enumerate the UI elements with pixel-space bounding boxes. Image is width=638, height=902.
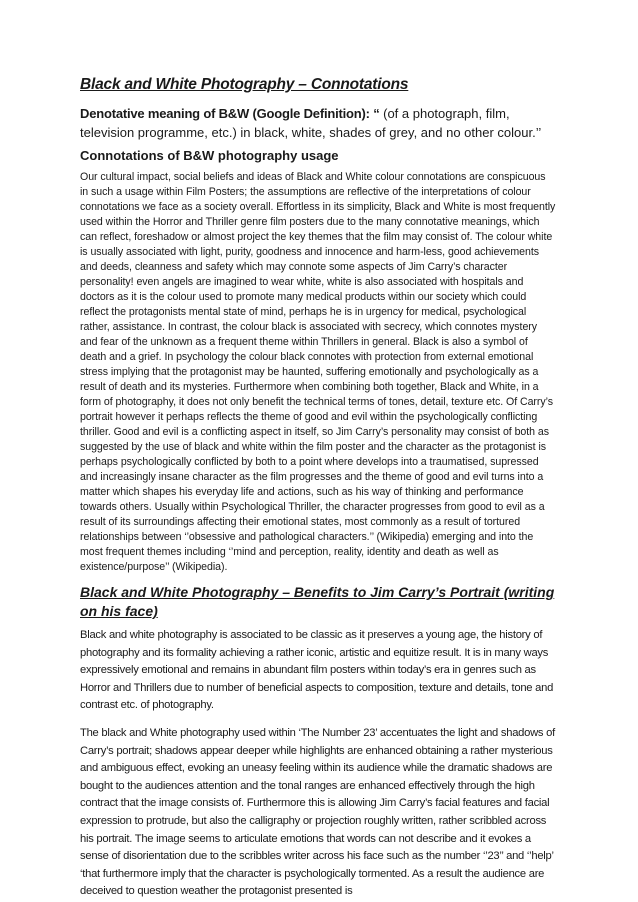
connotations-paragraph: Our cultural impact, social beliefs and ideas of Black and White colour connotations are conspicuous in such a usage within Film Posters; the assumptions are reflective of the interpretations of colour connotations we face as a society overall. Effortless in its simplicity, Black and White is most frequently used within the Horror and Thriller genre film posters due to the many connotative meanings, which can reflect, foreshadow or almost project the key themes that the film may consist of. The colour white is usually associated with light, purity, goodness and innocence and harm-less, good achievements and deeds, cleanness and safety which may connote some aspects of Jim Carry’s character personality! even angels are imagined to wear white, white is also associated with hospitals and doctors as it is the colour used to promote many medical products within our society which could reflect the protagonists mental state of mind, perhaps he is in urgency for medical, psychological rather, assistance. In contrast, the colour black is associated with secrecy, which connotes mystery and fear of the unknown as a frequent theme within Thrillers in general. Black is also a symbol of death and a grief. In psychology the colour black connotes with protection from external emotional stress implying that the protagonist may be haunted, suffering emotionally and psychologically as a result of death and its mysteries. Furthermore when combining both together, Black and White, in a form of photography, it does not only benefit the technical terms of tones, detail, texture etc. Of Carry’s portrait however it perhaps reflects the theme of good and evil within the psychologically conflicting thriller. Good and evil is a conflicting aspect in itself, so Jim Carry’s personality may consist of both as suggested by the use of black and white within the film poster and the character as the protagonist is perhaps psychologically conflicted by both to a point where develops into a traumatised, supressed and increasingly insane character as the film progresses and the theme of good and evil turns into a matter which shapes his everyday life and actions, such as his way of thinking and performance towards others. Usually within Psychological Thriller, the character progresses from good to evil as a result of its surroundings affecting their emotional states, most commonly as a result of tortured relationships between ‘’obsessive and pathological characters.’’ (Wikipedia) emerging and into the most frequent themes including ‘’mind and perception, reality, identity and death as well as existence/purpose’’ (Wikipedia). bbox=[80, 171, 556, 573]
section-heading-benefits: Black and White Photography – Benefits to Jim Carry’s Portrait (writing on his face) bbox=[80, 584, 555, 619]
section-heading-connotations: Connotations of B&W photography usage bbox=[80, 148, 339, 163]
definition-paragraph bbox=[80, 104, 556, 142]
benefits-paragraph-1: Black and white photography is associated to be classic as it preserves a young age, the history of photography and its formality achieving a rather iconic, artistic and equitize result. It is in many ways expressively emotional and remains in abundant film posters within today’s era in genres such as Horror and Thrillers due to number of beneficial aspects to composition, texture and details, tone and contrast etc. of photography. bbox=[80, 629, 554, 712]
definition-text: (of a photograph, film, television programme, etc.) in black, white, shades of grey, and no other colour.’’ bbox=[80, 106, 542, 140]
definition-label: Denotative meaning of B&W (Google Definition): “ bbox=[80, 106, 380, 121]
document-title: Black and White Photography – Connotations bbox=[80, 76, 409, 93]
benefits-paragraph-2: The black and White photography used within ‘The Number 23’ accentuates the light and shadows of Carry’s portrait; shadows appear deeper while highlights are enhanced obtaining a rather mysterious and ambiguous effect, evoking an uneasy feeling within its audience while the dramatic shadows are bought to the audiences attention and the tonal ranges are enhanced effectively through the high contract that the image consists of. Furthermore this is allowing Jim Carry’s facial features and facial expression to protrude, but also the calligraphy or projection roughly written, rather scribbled across his portrait. The image seems to articulate emotions that words can not describe and it evokes a sense of disorientation due to the scribbles writer across his face such as the number ‘’23’’ and ‘’help’ ‘that furthermore imply that the character is psychologically tormented. As a result the audience are deceived to question weather the protagonist presented is bbox=[80, 726, 555, 898]
